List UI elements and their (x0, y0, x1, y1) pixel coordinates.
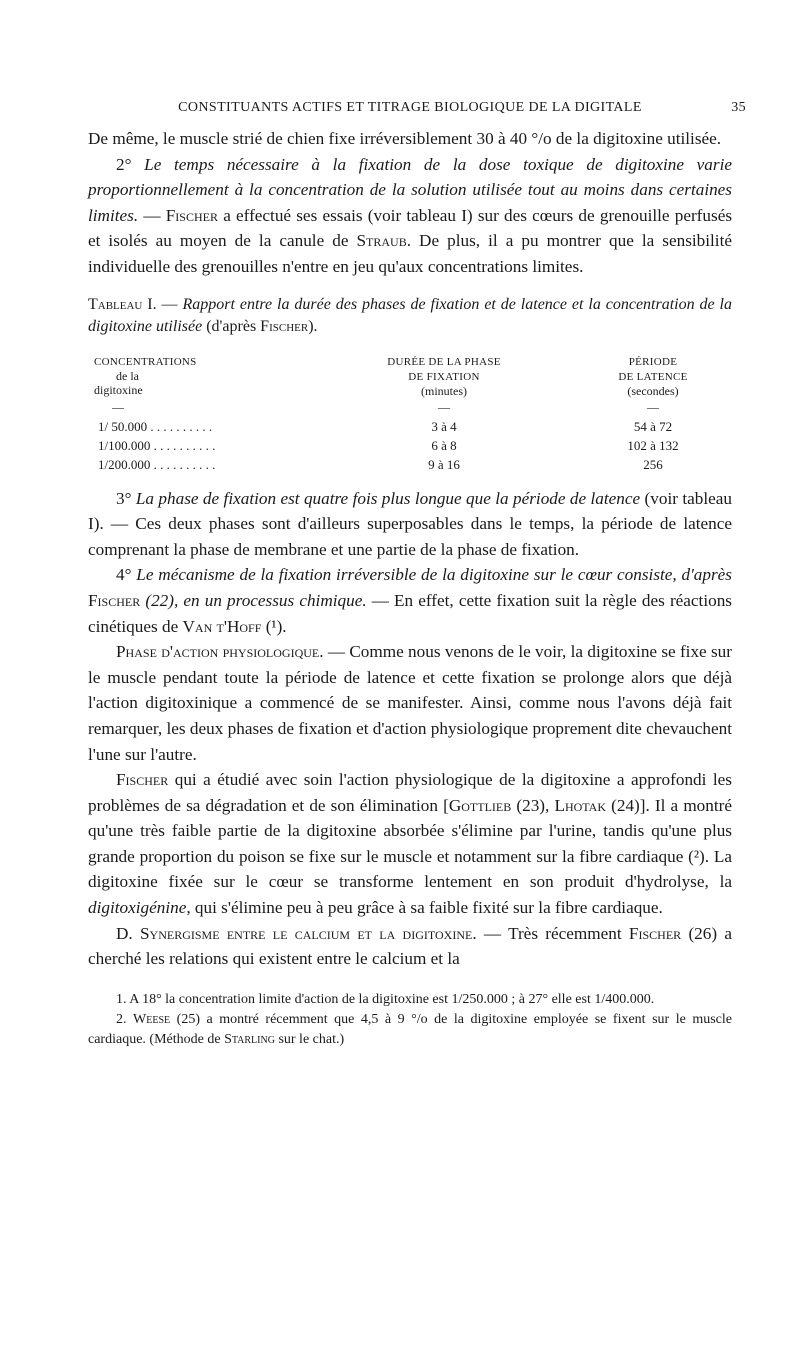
running-header (88, 100, 746, 126)
page-number: 35 (731, 100, 746, 115)
table-header-row (88, 354, 732, 398)
data-table (88, 354, 732, 474)
table-label: Tableau I. (88, 295, 157, 313)
paragraph-6: Fischer qui a étudié avec soin l'action physiologique de la digitoxine a approfondi les problèmes de sa dégradation et de son élimination [Gottlieb (23), Lhotak (24)]. Il a montré qu'une très faible partie de la digitoxine absorbée s'élimine par l'urine, tandis qu'une plus grande proportion du poison se fixe sur le muscle et notamment sur la fibre cardiaque (²). La digitoxine fixée sur le cœur se transforme lentement en son produit d'hydrolyse, la digitoxigénine, qui s'élimine peu à peu grâce à sa faible fixité sur la fibre cardiaque. (88, 770, 732, 918)
paragraph-5: Phase d'action physiologique. — Comme nous venons de le voir, la digitoxine se fixe sur le muscle pendant toute la période de latence et cette fixation se prolonge alors que déjà l'action digitoxinique a commencé de se manifester. Ainsi, comme nous l'avons déjà fait remarquer, les deux phases de fixation et d'action physiologique proprement dite chevauchent l'une sur l'autre. (88, 642, 732, 764)
table-row: 1/ 50.000 . . . . . . . . . . 3 à 4 54 à 72 (98, 418, 673, 434)
paragraph-4: 4° Le mécanisme de la fixation irréversible de la digitoxine sur le cœur consiste, d'après Fischer (22), en un processus chimique. — En effet, cette fixation suit la règle des réactions cinétiques de Van t'Hoff (¹). (88, 565, 732, 636)
footnotes (88, 990, 732, 1050)
paragraph-2: 2° Le temps nécessaire à la fixation de la dose toxique de digitoxine varie proportionnellement à la concentration de la solution utilisée tout au moins dans certaines limites. — Fischer a effectué ses essais (voir tableau I) sur des cœurs de grenouille perfusés et isolés au moyen de la canule de Straub. De plus, il a pu montrer que la sensibilité individuelle des grenouilles n'entre en jeu qu'aux concentrations limites. (88, 154, 733, 276)
column-header-fixation: DURÉE DE LA PHASE DE FIXATION (minutes) (387, 355, 501, 398)
column-header-concentration: CONCENTRATIONS de la digitoxine (94, 355, 197, 397)
column-header-latence: PÉRIODE DE LATENCE (secondes) (618, 355, 688, 398)
paragraph-3: 3° La phase de fixation est quatre fois plus longue que la période de latence (voir tableau I). — Ces deux phases sont d'ailleurs superposables dans le temps, la période de latence comprenant la phase de membrane et une partie de la phase de fixation. (88, 488, 732, 559)
paragraph-1: De même, le muscle strié de chien fixe irréversiblement 30 à 40 °/o de la digitoxine utilisée. (88, 129, 722, 148)
footnote-1: 1. A 18° la concentration limite d'action de la digitoxine est 1/250.000 ; à 27° elle est 1/400.000. (116, 991, 655, 1007)
running-title: CONSTITUANTS ACTIFS ET TITRAGE BIOLOGIQUE DE LA DIGITALE (178, 100, 642, 115)
table-dash-row: — — — (112, 399, 659, 414)
page (88, 100, 746, 1050)
paragraph-7: D. Synergisme entre le calcium et la digitoxine. — Très récemment Fischer (26) a cherché les relations qui existent entre le calcium et la (88, 923, 732, 969)
table-caption: Tableau I. — Rapport entre la durée des phases de fixation et de latence et la concentration de la digitoxine utilisée (d'après Fischer). (88, 295, 733, 335)
table-row: 1/100.000 . . . . . . . . . . 6 à 8 102 à 132 (98, 437, 679, 453)
footnote-2: 2. Weese (25) a montré récemment que 4,5 à 9 °/o de la digitoxine employée se fixent sur le muscle cardiaque. (Méthode de Starling sur le chat.) (88, 1011, 733, 1047)
table-row: 1/200.000 . . . . . . . . . . 9 à 16 256 (98, 456, 663, 472)
